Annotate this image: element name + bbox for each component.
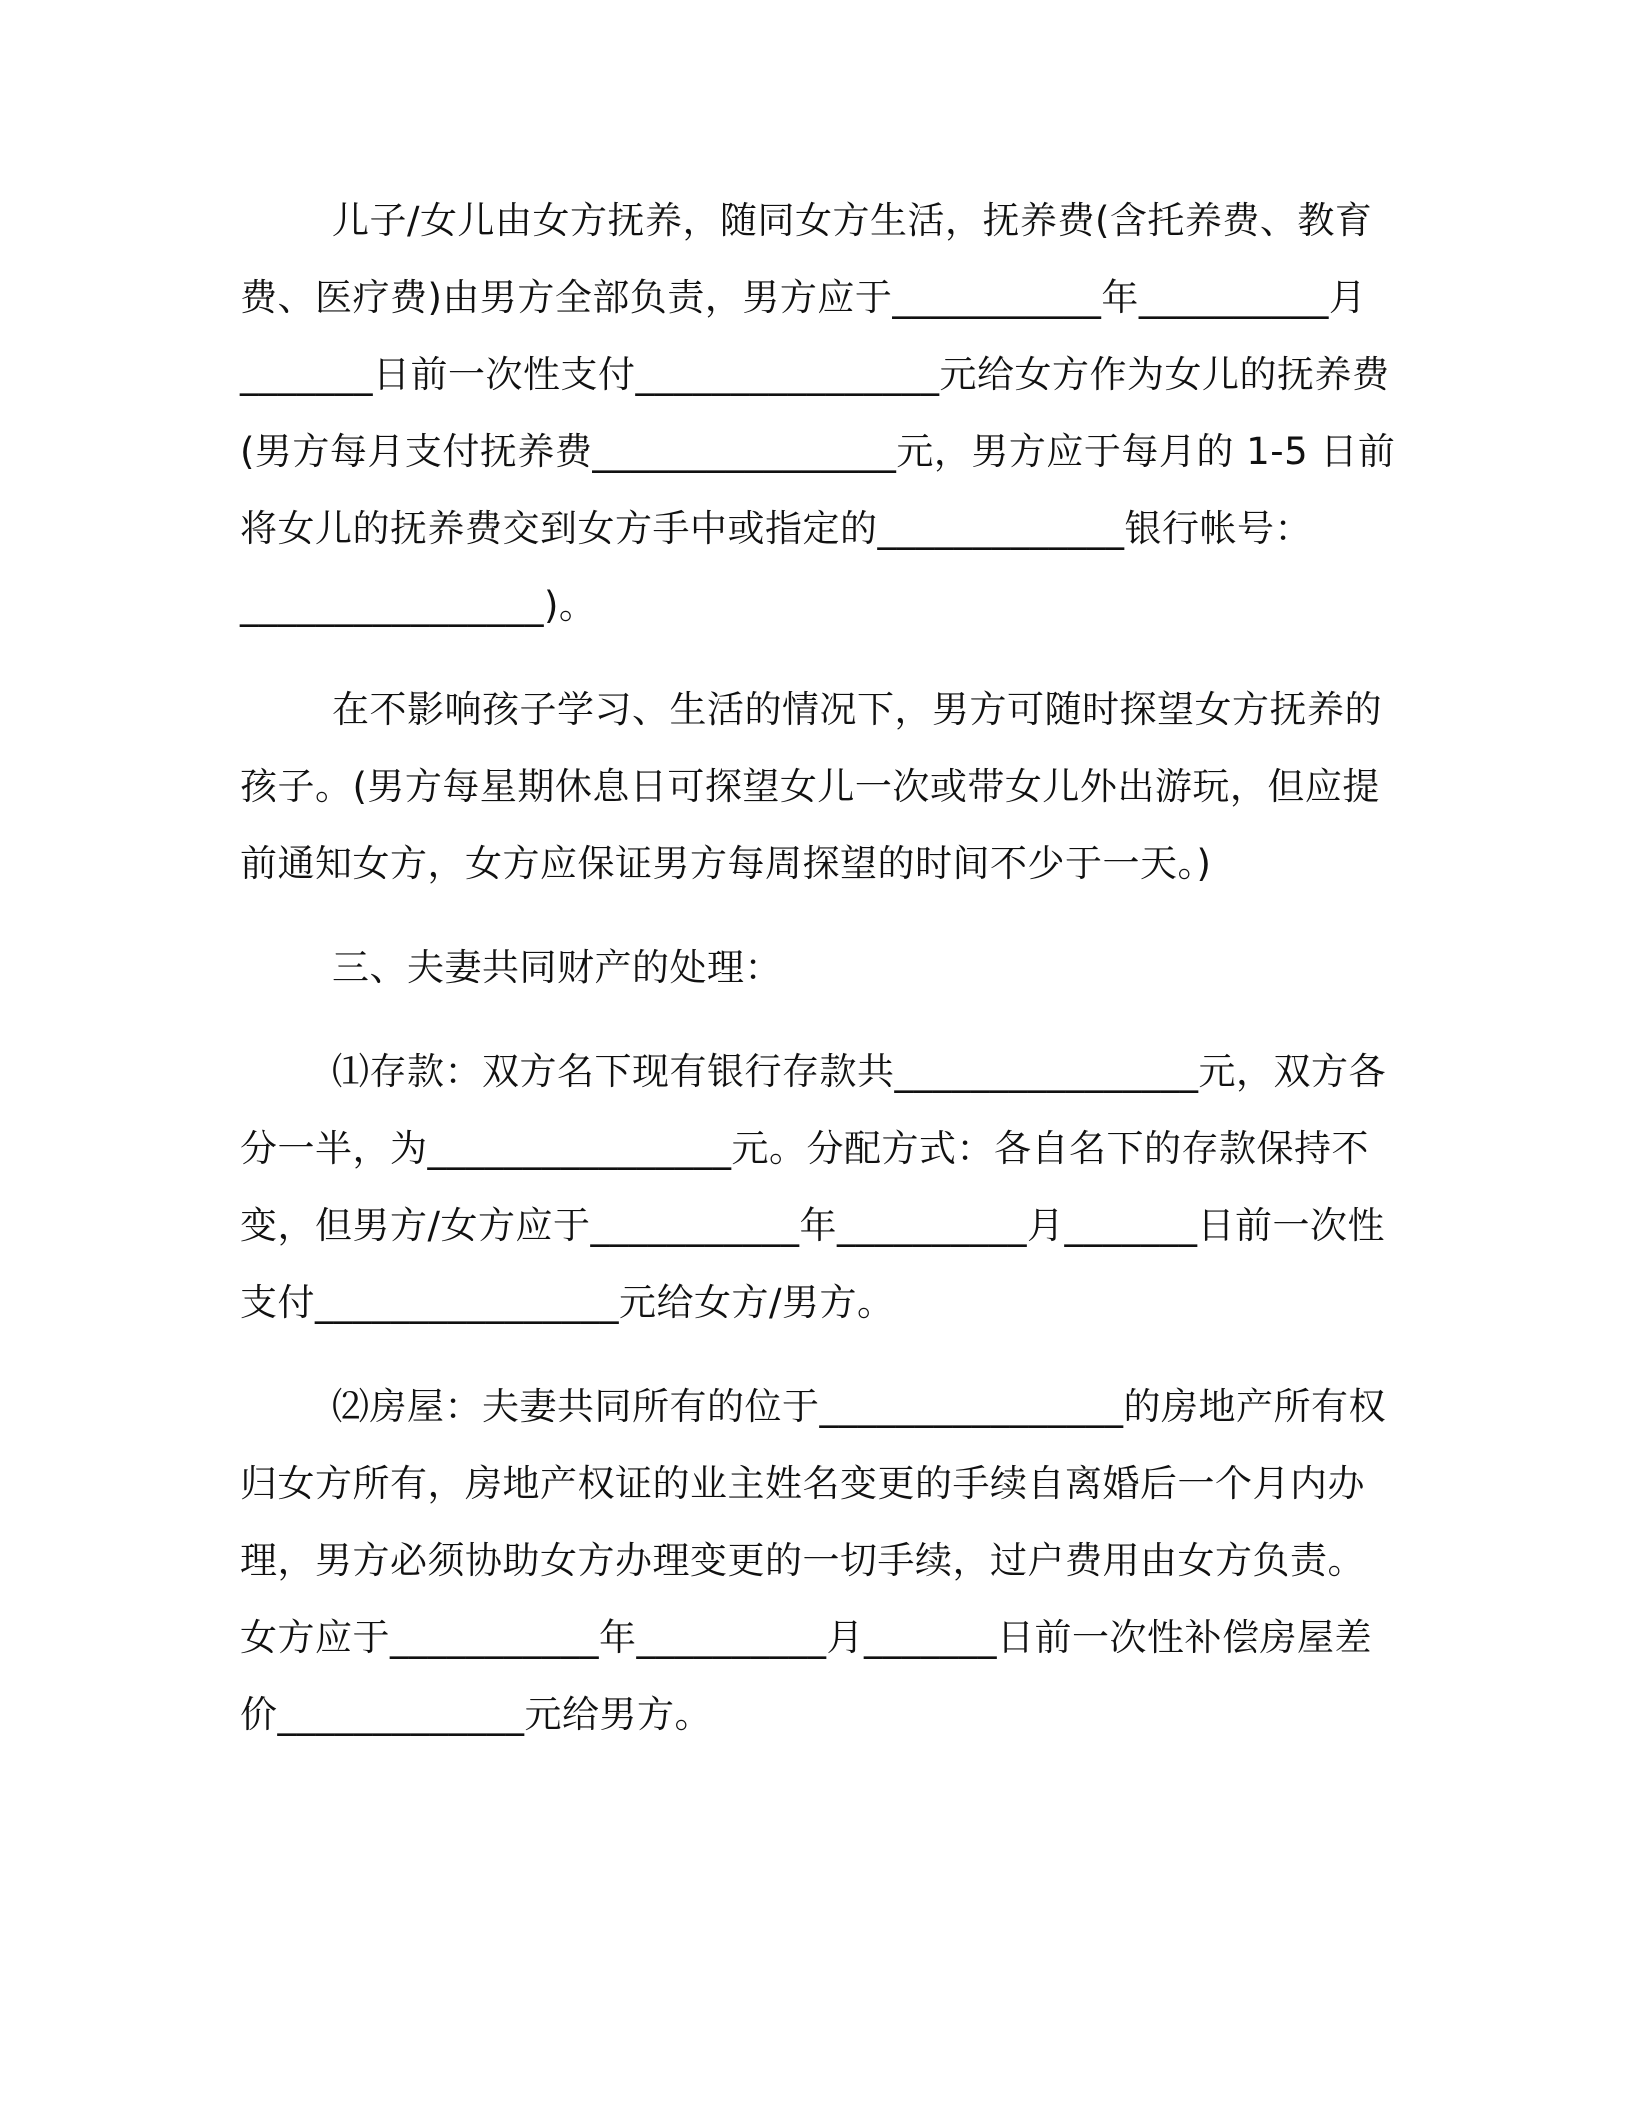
paragraph-spacer — [240, 644, 1380, 671]
paragraph-line: 前通知女方，女方应保证男方每周探望的时间不少于一天。) — [240, 842, 1212, 885]
paragraph-line: 理，男方必须协助女方办理变更的一切手续，过户费用由女方负责。 — [240, 1539, 1365, 1582]
paragraph-line: 归女方所有，房地产权证的业主姓名变更的手续自离婚后一个月内办 — [240, 1462, 1365, 1505]
paragraph-line: 变，但男方/女方应于___________年__________月_______日前一次性 — [240, 1204, 1385, 1247]
paragraph-line: 儿子/女儿由女方抚养，随同女方生活，抚养费(含托养费、教育 — [332, 199, 1373, 242]
document-body — [240, 182, 1396, 1753]
paragraph-line: 孩子。(男方每星期休息日可探望女儿一次或带女儿外出游玩，但应提 — [240, 765, 1380, 808]
heading-line: 三、夫妻共同财产的处理： — [332, 946, 782, 989]
paragraph-spacer — [240, 902, 1380, 929]
paragraph-line: 价_____________元给男方。 — [240, 1693, 712, 1736]
paragraph-line: 支付________________元给女方/男方。 — [240, 1281, 895, 1324]
paragraph-line: 在不影响孩子学习、生活的情况下，男方可随时探望女方抚养的 — [332, 688, 1382, 731]
paragraph-line: 将女儿的抚养费交到女方手中或指定的_____________银行帐号： — [240, 507, 1312, 550]
paragraph-spacer — [240, 1006, 1380, 1033]
paragraph-line: _______日前一次性支付________________元给女方作为女儿的抚养费 — [240, 353, 1390, 396]
paragraph-line: 费、医疗费)由男方全部负责，男方应于___________年__________月 — [240, 276, 1367, 319]
paragraph-line: ________________)。 — [240, 584, 597, 627]
paragraph-line: 分一半，为________________元。分配方式：各自名下的存款保持不 — [240, 1127, 1369, 1170]
paragraph-spacer — [240, 1341, 1380, 1368]
section-heading — [240, 929, 1380, 1006]
visitation-paragraph — [240, 671, 1380, 902]
deposits-paragraph — [240, 1033, 1386, 1341]
paragraph-line: (男方每月支付抚养费________________元，男方应于每月的 1-5 日前 — [240, 430, 1396, 473]
house-paragraph — [240, 1368, 1386, 1753]
paragraph-line: 女方应于___________年__________月_______日前一次性补偿房屋差 — [240, 1616, 1372, 1659]
paragraph-line: ⑴存款：双方名下现有银行存款共________________元，双方各 — [332, 1050, 1386, 1093]
paragraph-line: ⑵房屋：夫妻共同所有的位于________________的房地产所有权 — [332, 1385, 1386, 1428]
child-support-paragraph — [240, 182, 1396, 644]
